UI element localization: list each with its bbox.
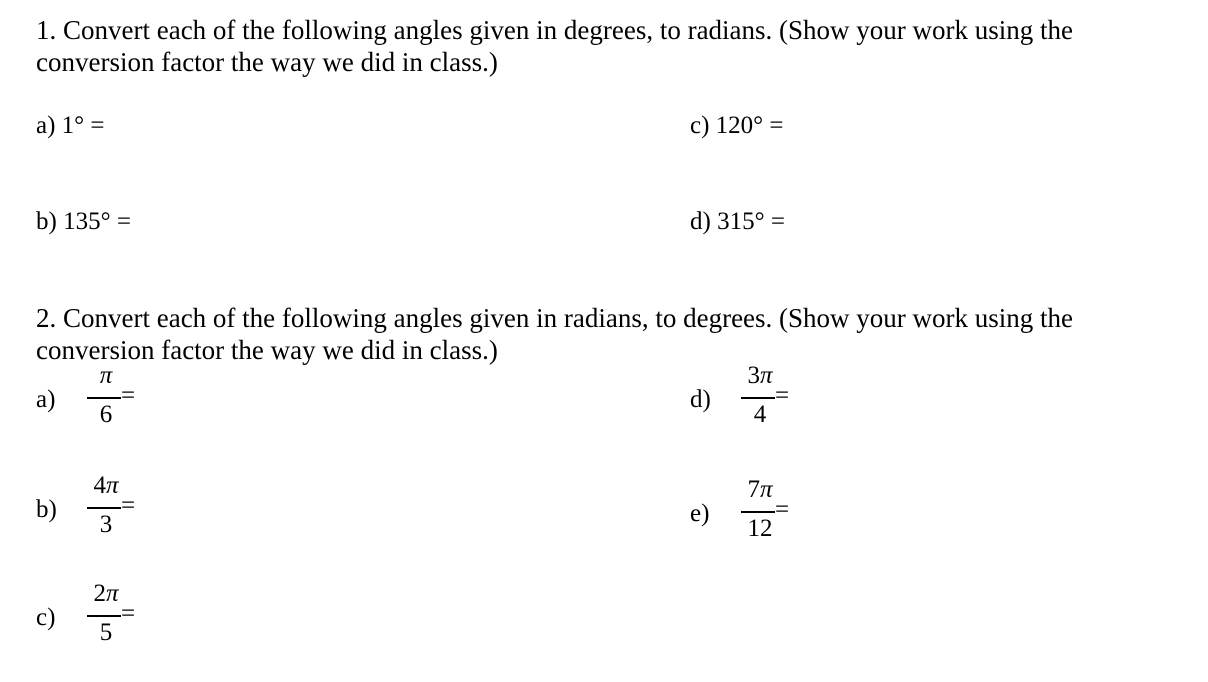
- pi-symbol: π: [759, 362, 773, 389]
- part-letter: c): [36, 604, 56, 631]
- q2-part-e: [690, 476, 890, 550]
- q1-part-b: b) 135° =: [36, 208, 131, 235]
- fraction-denominator: 12: [747, 515, 773, 542]
- fraction-bar: [741, 397, 775, 399]
- numerator-coefficient: 7: [747, 476, 760, 503]
- q2-part-b: [36, 472, 236, 546]
- fraction-denominator: 4: [753, 401, 767, 428]
- fraction-bar: [87, 397, 121, 399]
- part-letter: d): [690, 386, 711, 413]
- q2-part-d: [690, 362, 890, 436]
- equals-sign: =: [121, 600, 136, 627]
- q1-part-d: d) 315° =: [690, 208, 785, 235]
- fraction-bar: [87, 507, 121, 509]
- pi-symbol: π: [99, 362, 113, 389]
- pi-symbol: π: [759, 476, 773, 503]
- equals-sign: =: [775, 382, 790, 409]
- part-letter: a): [36, 386, 56, 413]
- fraction-denominator: 6: [99, 401, 113, 428]
- question-2-heading: [36, 302, 1073, 366]
- q2-part-a: [36, 362, 236, 436]
- numerator-coefficient: 2: [93, 580, 106, 607]
- numerator-coefficient: 4: [93, 472, 106, 499]
- part-letter: e): [690, 500, 710, 527]
- q1-part-c: c) 120° =: [690, 112, 784, 139]
- pi-symbol: π: [105, 472, 119, 499]
- question-2-heading-line-2: conversion factor the way we did in class.): [36, 335, 498, 365]
- equals-sign: =: [121, 382, 136, 409]
- pi-symbol: π: [105, 580, 119, 607]
- question-1-heading-line-2: conversion factor the way we did in class.): [36, 47, 498, 77]
- q1-part-a: a) 1° =: [36, 112, 105, 139]
- fraction-denominator: 5: [99, 619, 113, 646]
- question-1-heading-line-1: 1. Convert each of the following angles given in degrees, to radians. (Show your work using the: [36, 15, 1074, 45]
- fraction-denominator: 3: [99, 511, 113, 538]
- question-1-heading: [36, 14, 1073, 78]
- numerator-coefficient: 3: [747, 362, 760, 389]
- equals-sign: =: [121, 492, 136, 519]
- equals-sign: =: [775, 496, 790, 523]
- fraction-bar: [741, 511, 775, 513]
- part-letter: b): [36, 496, 57, 523]
- question-2-heading-line-1: 2. Convert each of the following angles given in radians, to degrees. (Show your work using the: [36, 303, 1074, 333]
- fraction-bar: [87, 615, 121, 617]
- q2-part-c: [36, 580, 236, 654]
